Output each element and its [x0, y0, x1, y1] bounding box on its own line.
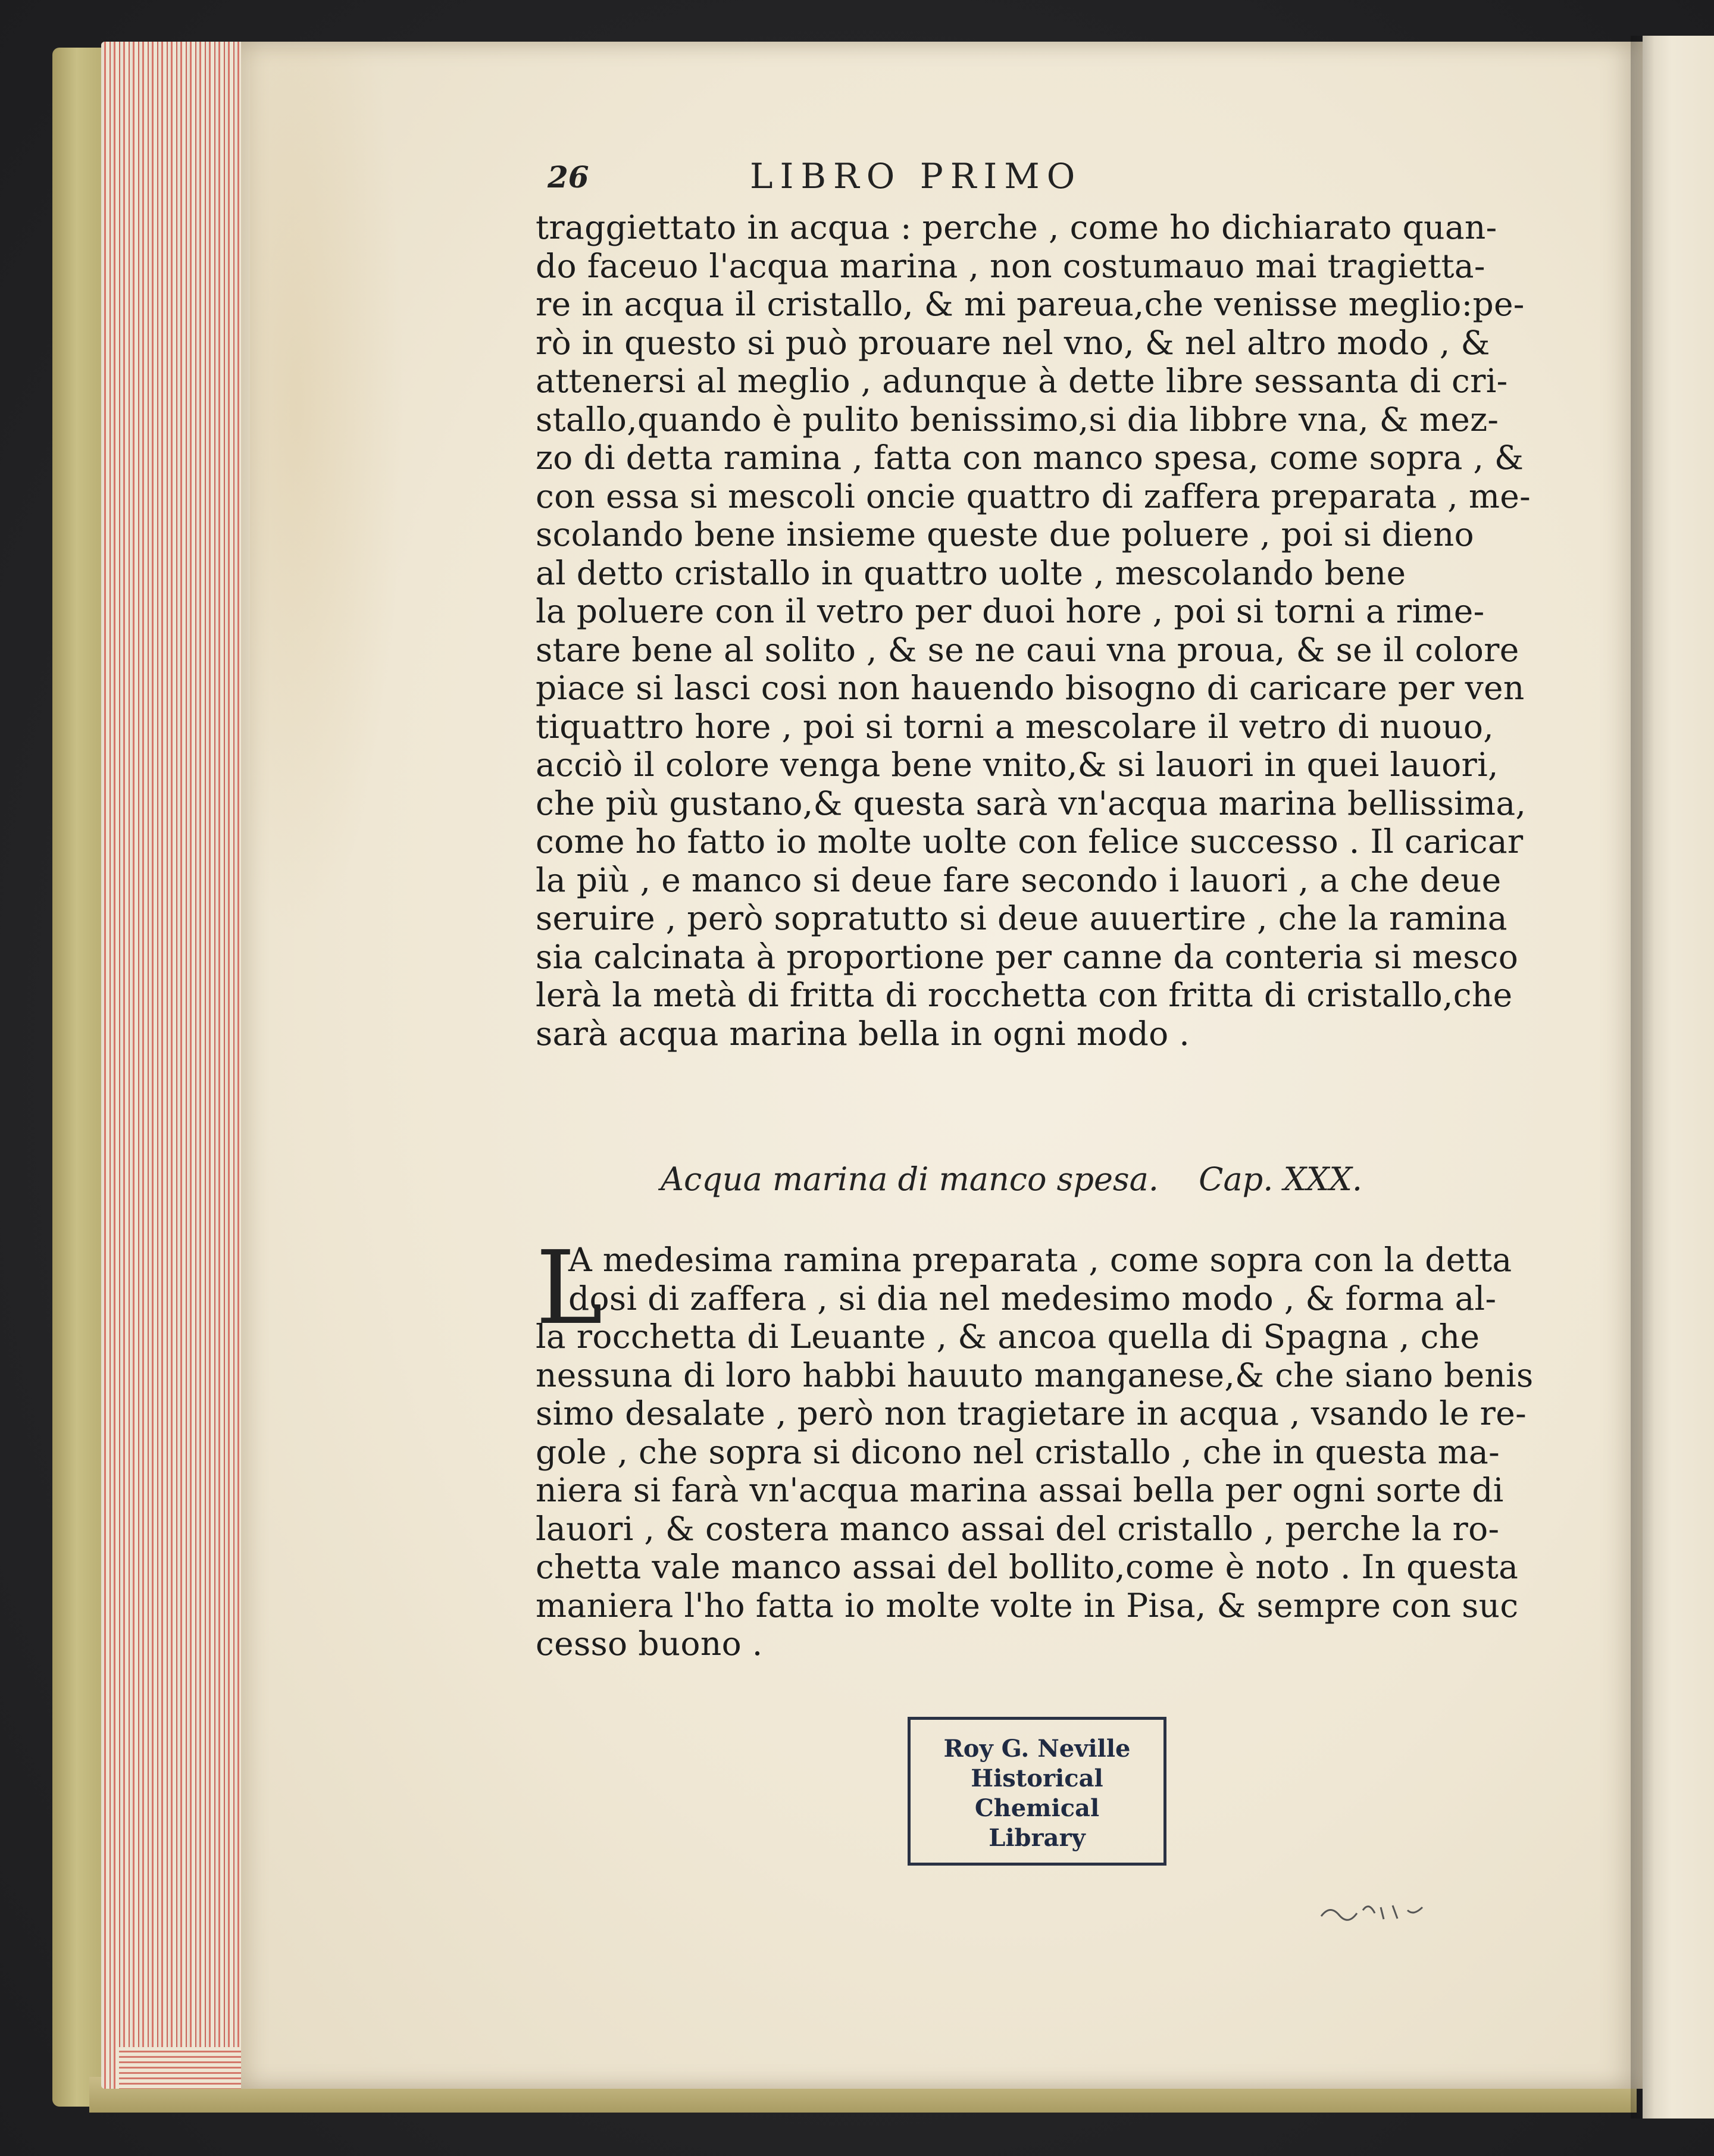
running-title: LIBRO PRIMO [750, 156, 1083, 196]
text-line: simo desalate , però non tragietare in acqua , vsando le re- [536, 1394, 1527, 1432]
text-line: scolando bene insieme queste due poluere , poi si dieno [536, 515, 1474, 553]
gutter-shadow [1631, 36, 1654, 2119]
text-line: stallo,quando è pulito benissimo,si dia libbre vna, & mez- [536, 400, 1499, 439]
text-line: gole , che sopra si dicono nel cristallo , che in questa ma- [536, 1432, 1500, 1471]
stamp-line: Roy G. Neville [943, 1735, 1131, 1763]
text-line: lauori , & costera manco assai del cristallo , perche la ro- [536, 1509, 1500, 1548]
text-line: rò in questo si può prouare nel vno, & nel altro modo , & [536, 323, 1490, 362]
text-line: come ho fatto io molte uolte con felice successo . Il caricar [536, 822, 1524, 860]
chapter-title: Acqua marina di manco spesa. [661, 1160, 1159, 1198]
text-line: la più , e manco si deue fare secondo i lauori , a che deue [536, 860, 1502, 899]
library-stamp [908, 1717, 1166, 1866]
page-stack-edges [101, 42, 250, 2089]
text-line: tiquattro hore , poi si torni a mescolare il vetro di nuouo, [536, 707, 1494, 746]
text-line: do faceuo l'acqua marina , non costumauo mai tragietta- [536, 246, 1485, 285]
text-line: zo di detta ramina , fatta con manco spesa, come sopra , & [536, 439, 1524, 477]
page-number: 26 [548, 159, 589, 195]
page-header [548, 156, 1220, 204]
stamp-line: Historical [971, 1764, 1103, 1792]
text-line: sarà acqua marina bella in ogni modo . [536, 1014, 1190, 1053]
text-line: dosi di zaffera , si dia nel medesimo modo , & forma al- [568, 1279, 1497, 1318]
text-line: stare bene al solito , & se ne caui vna proua, & se il colore [536, 630, 1519, 669]
text-line: nessuna di loro habbi hauuto manganese,& che siano benis [536, 1356, 1534, 1394]
drop-cap-initial: L [536, 1229, 603, 1347]
paragraph-2 [536, 1229, 1534, 1663]
text-line: maniera l'ho fatta io molte volte in Pisa, & sempre con suc [536, 1586, 1519, 1625]
book-cover-edge [52, 48, 106, 2107]
text-line: sia calcinata à proportione per canne da conteria si mesco [536, 937, 1519, 976]
text-line: con essa si mescoli oncie quattro di zaffera preparata , me- [536, 477, 1531, 515]
handwritten-mark [1318, 1892, 1437, 1928]
text-line: piace si lasci cosi non hauendo bisogno di caricare per ven [536, 669, 1525, 707]
text-line: chetta vale manco assai del bollito,come è noto . In questa [536, 1548, 1519, 1586]
text-line: al detto cristallo in quattro uolte , mescolando bene [536, 553, 1406, 592]
text-line: niera si farà vn'acqua marina assai bella per ogni sorte di [536, 1471, 1504, 1509]
text-line: la rocchetta di Leuante , & ancoa quella di Spagna , che [536, 1318, 1480, 1356]
text-line: la poluere con il vetro per duoi hore , poi si torni a rime- [536, 592, 1485, 630]
text-line: che più gustano,& questa sarà vn'acqua marina bellissima, [536, 784, 1527, 822]
text-line: seruire , però sopratutto si deue auuertire , che la ramina [536, 899, 1507, 937]
stamp-line: Library [989, 1824, 1086, 1852]
paper-stain [250, 48, 405, 940]
text-line: acciò il colore venga bene vnito,& si lauori in quei lauori, [536, 746, 1499, 784]
paragraph-1 [536, 208, 1531, 1053]
chapter-number: Cap. XXX. [1199, 1160, 1363, 1198]
text-line: lerà la metà di fritta di rocchetta con fritta di cristallo,che [536, 976, 1513, 1014]
stamp-line: Chemical [974, 1794, 1100, 1822]
text-line: cesso buono . [536, 1625, 763, 1663]
chapter-heading [661, 1160, 1405, 1198]
text-line: traggiettato in acqua : perche , come ho dichiarato quan- [536, 208, 1497, 246]
text-line: A medesima ramina preparata , come sopra con la detta [568, 1241, 1512, 1279]
text-line: attenersi al meglio , adunque à dette libre sessanta di cri- [536, 362, 1508, 400]
text-line: re in acqua il cristallo, & mi pareua,che venisse meglio:pe- [536, 285, 1525, 323]
